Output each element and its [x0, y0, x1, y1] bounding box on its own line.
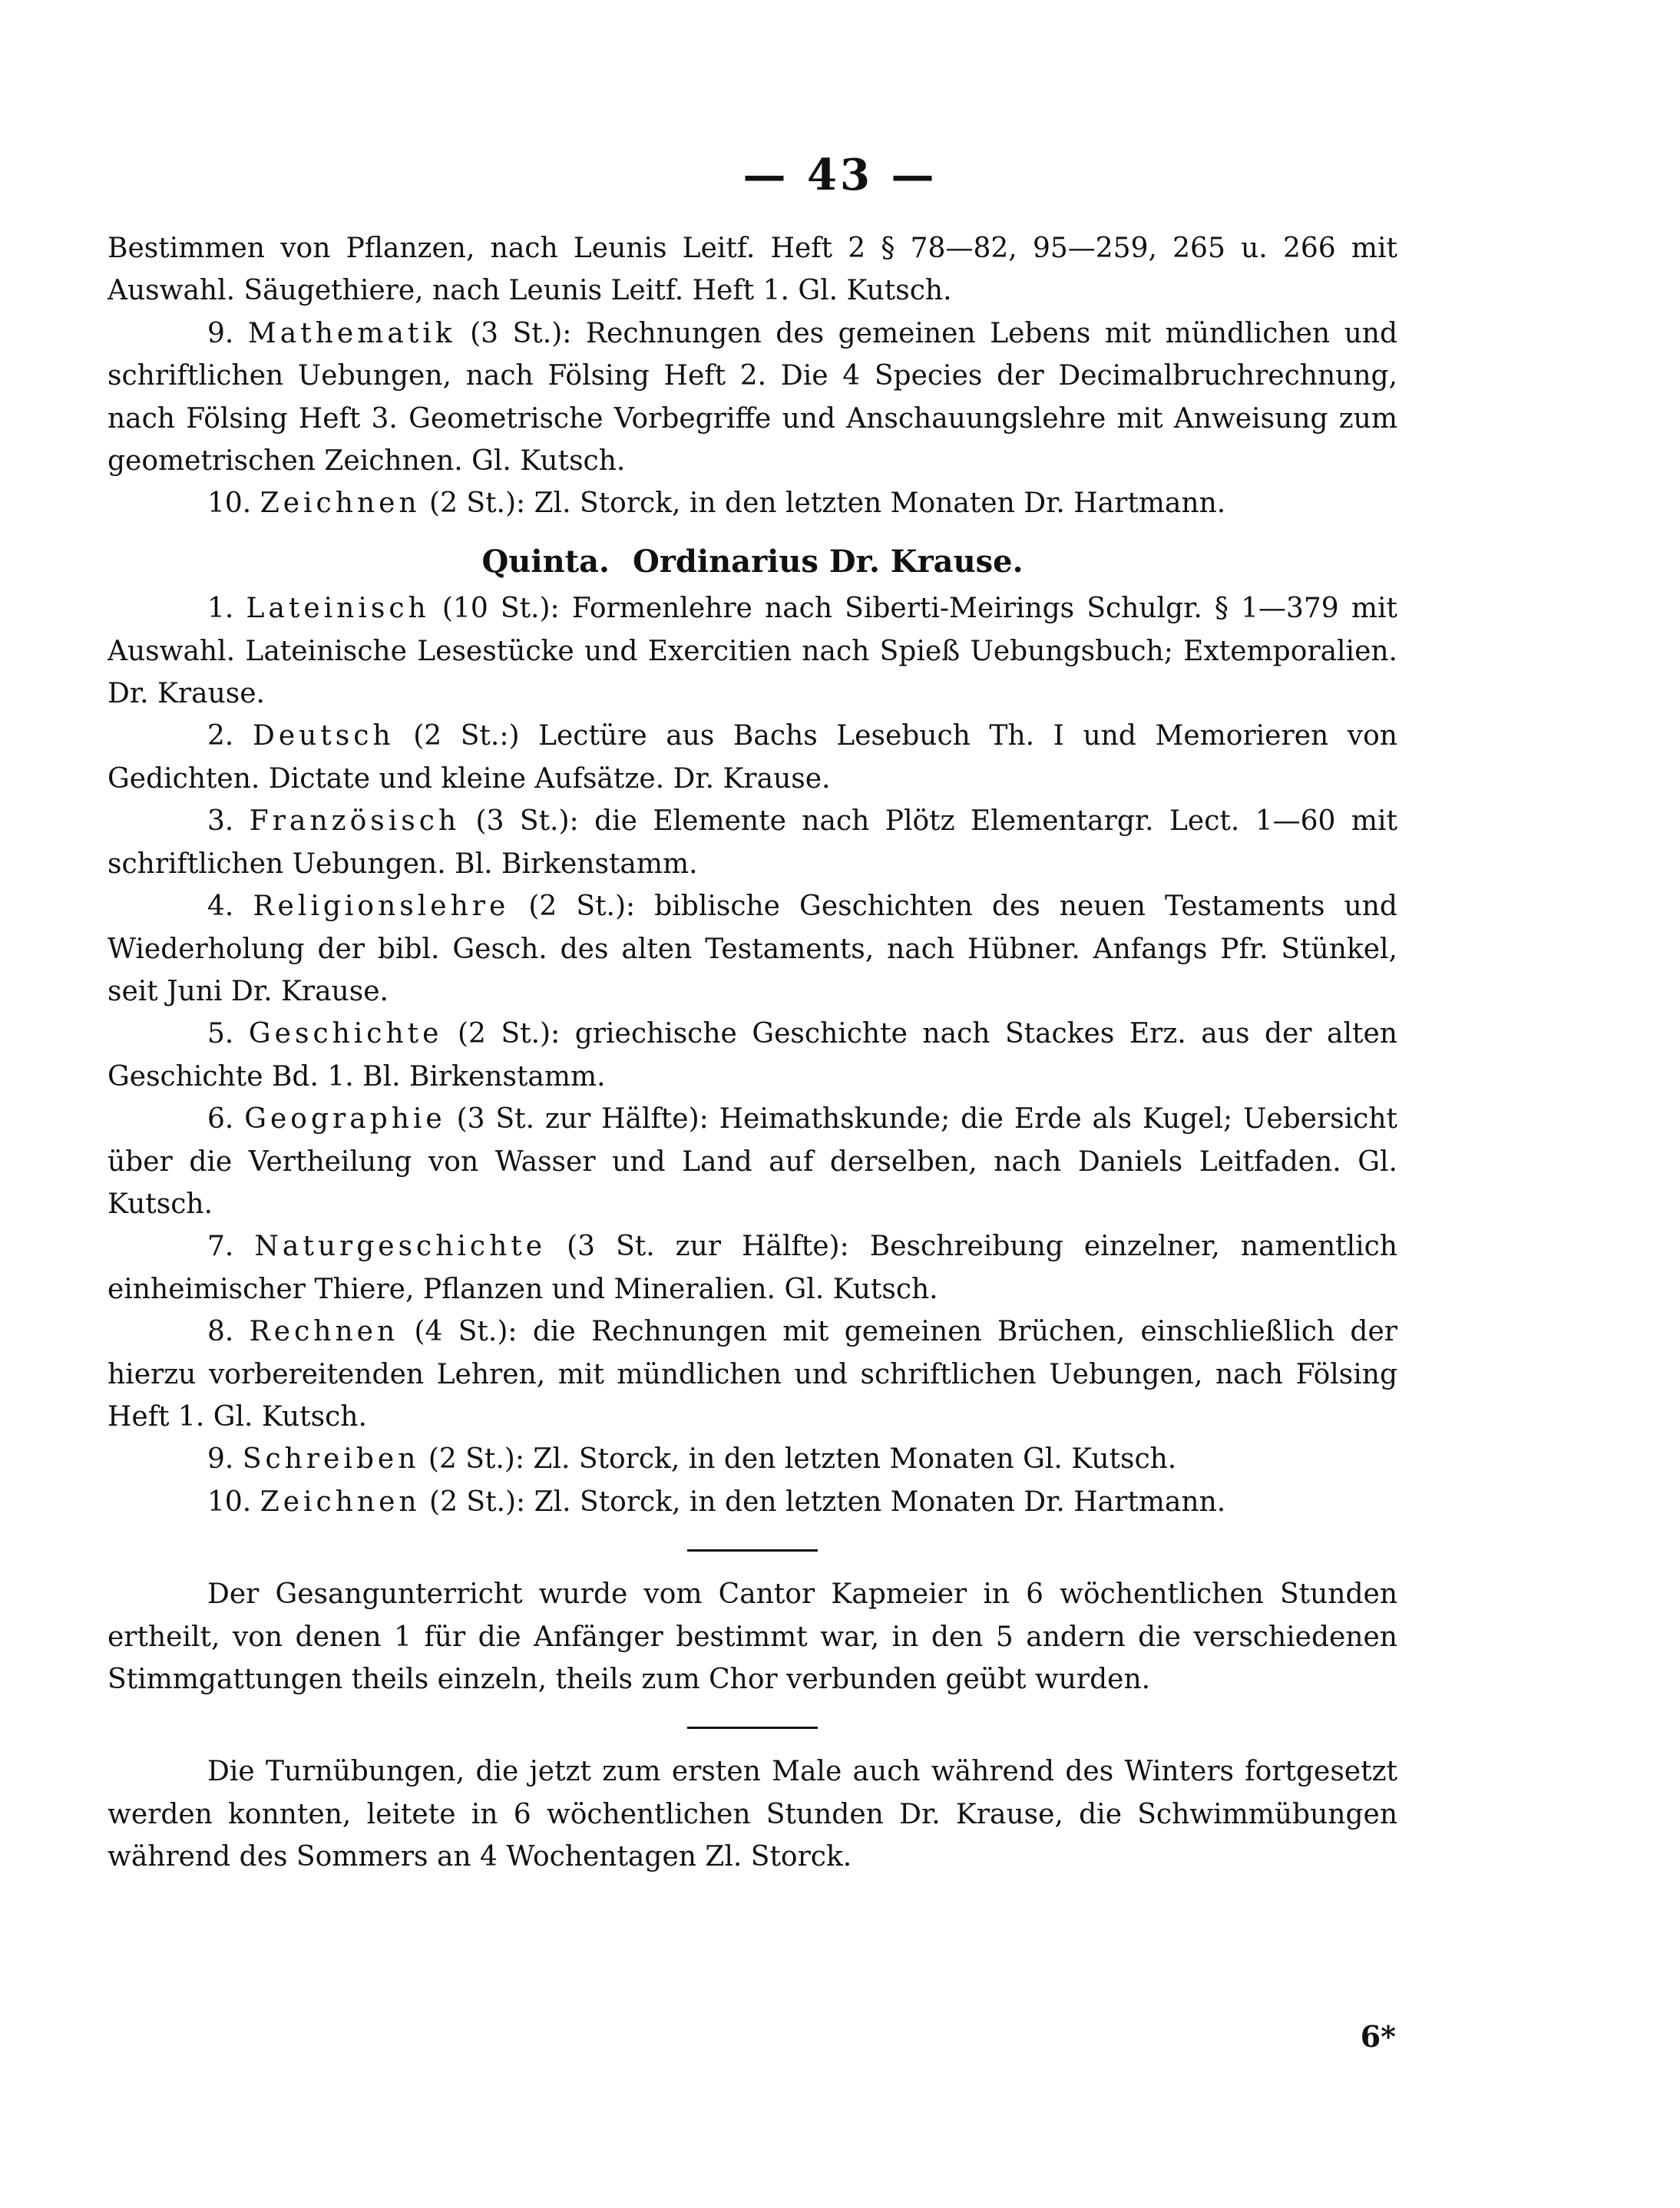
item-number: 7. [207, 1231, 234, 1263]
paragraph-zeichnen-top [107, 482, 1397, 524]
page-number: — 43 — [742, 150, 938, 200]
item-text: (2 St.:) Lectüre aus Bachs Lesebuch Th. I und Memorieren von Gedichten. Dictate und kleine Aufsätze. Dr. Krause. [107, 720, 1397, 795]
heading-class: Quinta. [481, 543, 610, 580]
item-text: (2 St.): biblische Geschichten des neuen Testaments und Wiederholung der bibl. Gesch. des alten Testaments, nach Hübner. Anfangs Pfr. Stünkel, seit Juni Dr. Krause. [107, 891, 1397, 1007]
section-heading-quinta [107, 540, 1397, 583]
paragraph-mathematik [107, 312, 1397, 483]
item-number: 5. [207, 1018, 234, 1050]
item-subject: Lateinisch [246, 593, 430, 625]
paragraph-botany: Bestimmen von Pflanzen, nach Leunis Leitf. Heft 2 § 78—82, 95—259, 265 u. 266 mit Auswahl. Säugethiere, nach Leunis Leitf. Heft 1. Gl. Kutsch. [107, 233, 1397, 307]
subject-zeichnen: Zeichnen [260, 488, 421, 520]
item-number: 4. [207, 891, 234, 923]
item-subject: Schreiben [242, 1443, 420, 1476]
paragraph-gesangunterricht: Der Gesangunterricht wurde vom Cantor Kapmeier in 6 wöchentlichen Stunden ertheilt, von denen 1 für die Anfänger bestimmt war, in den 5 andern die verschiedenen Stimmgattungen theils einzeln, theils zum Chor verbunden geübt wurden. [107, 1578, 1397, 1695]
item-text: (2 St.): Zl. Storck, in den letzten Monaten Dr. Hartmann. [429, 488, 1226, 520]
item-text: (4 St.): die Rechnungen mit gemeinen Brüchen, einschließlich der hierzu vorbereitenden Lehren, mit mündlichen und schriftlichen Uebungen, nach Fölsing Heft 1. Gl. Kutsch. [107, 1316, 1397, 1433]
paragraph-turnuebungen: Die Turnübungen, die jetzt zum ersten Male auch während des Winters fortgesetzt werden konnten, leitete in 6 wöchentlichen Stunden Dr. Krause, die Schwimmübungen während des Sommers an 4 Wochentagen Zl. Storck. [107, 1756, 1397, 1873]
list-item [107, 1098, 1397, 1225]
list-item [107, 587, 1397, 715]
item-number: 2. [207, 720, 234, 752]
item-number: 3. [207, 805, 234, 838]
item-subject: Zeichnen [260, 1486, 421, 1518]
list-item [107, 715, 1397, 800]
list-item [107, 1013, 1397, 1098]
item-text: (2 St.): Zl. Storck, in den letzten Monaten Dr. Hartmann. [429, 1486, 1226, 1518]
list-item [107, 885, 1397, 1013]
list-item [107, 1438, 1397, 1480]
item-text: (2 St.): griechische Geschichte nach Stackes Erz. aus der alten Geschichte Bd. 1. Bl. Birkenstamm. [107, 1018, 1397, 1092]
item-number: 10. [207, 488, 252, 520]
item-number: 10. [207, 1486, 252, 1518]
item-number: 1. [207, 593, 234, 625]
subject-mathematik: Mathematik [247, 317, 456, 349]
list-item [107, 800, 1397, 885]
list-item [107, 1481, 1397, 1523]
item-subject: Naturgeschichte [254, 1231, 547, 1263]
item-number: 9. [207, 317, 234, 349]
list-item [107, 1225, 1397, 1311]
item-text: (3 St.): Rechnungen des gemeinen Lebens mit mündlichen und schriftlichen Uebungen, nach Fölsing Heft 2. Die 4 Species der Decimalbruchrechnung, nach Fölsing Heft 3. Geometrische Vorbegriffe und Anschauungslehre mit Anweisung zum geometrischen Zeichnen. Gl. Kutsch. [107, 317, 1397, 478]
item-text: (3 St. zur Hälfte): Heimathskunde; die Erde als Kugel; Uebersicht über die Vertheilung von Wasser und Land auf derselben, nach Daniels Leitfaden. Gl. Kutsch. [107, 1103, 1397, 1220]
item-subject: Rechnen [249, 1316, 399, 1348]
item-number: 9. [207, 1443, 234, 1476]
item-text: (2 St.): Zl. Storck, in den letzten Monaten Gl. Kutsch. [428, 1443, 1177, 1476]
item-subject: Französisch [249, 805, 461, 838]
item-number: 6. [207, 1103, 234, 1135]
section-divider [687, 1727, 818, 1729]
signature-mark: 6* [1360, 2019, 1396, 2054]
item-subject: Deutsch [252, 720, 395, 752]
item-text: (10 St.): Formenlehre nach Siberti-Meirings Schulgr. § 1—379 mit Auswahl. Lateinische Lesestücke und Exercitien nach Spieß Uebungsbuch; Extemporalien. Dr. Krause. [107, 593, 1397, 710]
item-number: 8. [207, 1316, 234, 1348]
heading-ordinarius: Ordinarius Dr. Krause. [632, 543, 1024, 580]
item-text: (3 St. zur Hälfte): Beschreibung einzelner, namentlich einheimischer Thiere, Pflanzen und Mineralien. Gl. Kutsch. [107, 1231, 1397, 1305]
item-text: (3 St.): die Elemente nach Plötz Elementargr. Lect. 1—60 mit schriftlichen Uebungen. Bl. Birkenstamm. [107, 805, 1397, 880]
list-item [107, 1311, 1397, 1438]
item-subject: Geschichte [248, 1018, 443, 1050]
item-subject: Religionslehre [253, 891, 510, 923]
section-divider [687, 1549, 818, 1552]
body-text [107, 227, 1397, 1879]
item-subject: Geographie [244, 1103, 446, 1135]
